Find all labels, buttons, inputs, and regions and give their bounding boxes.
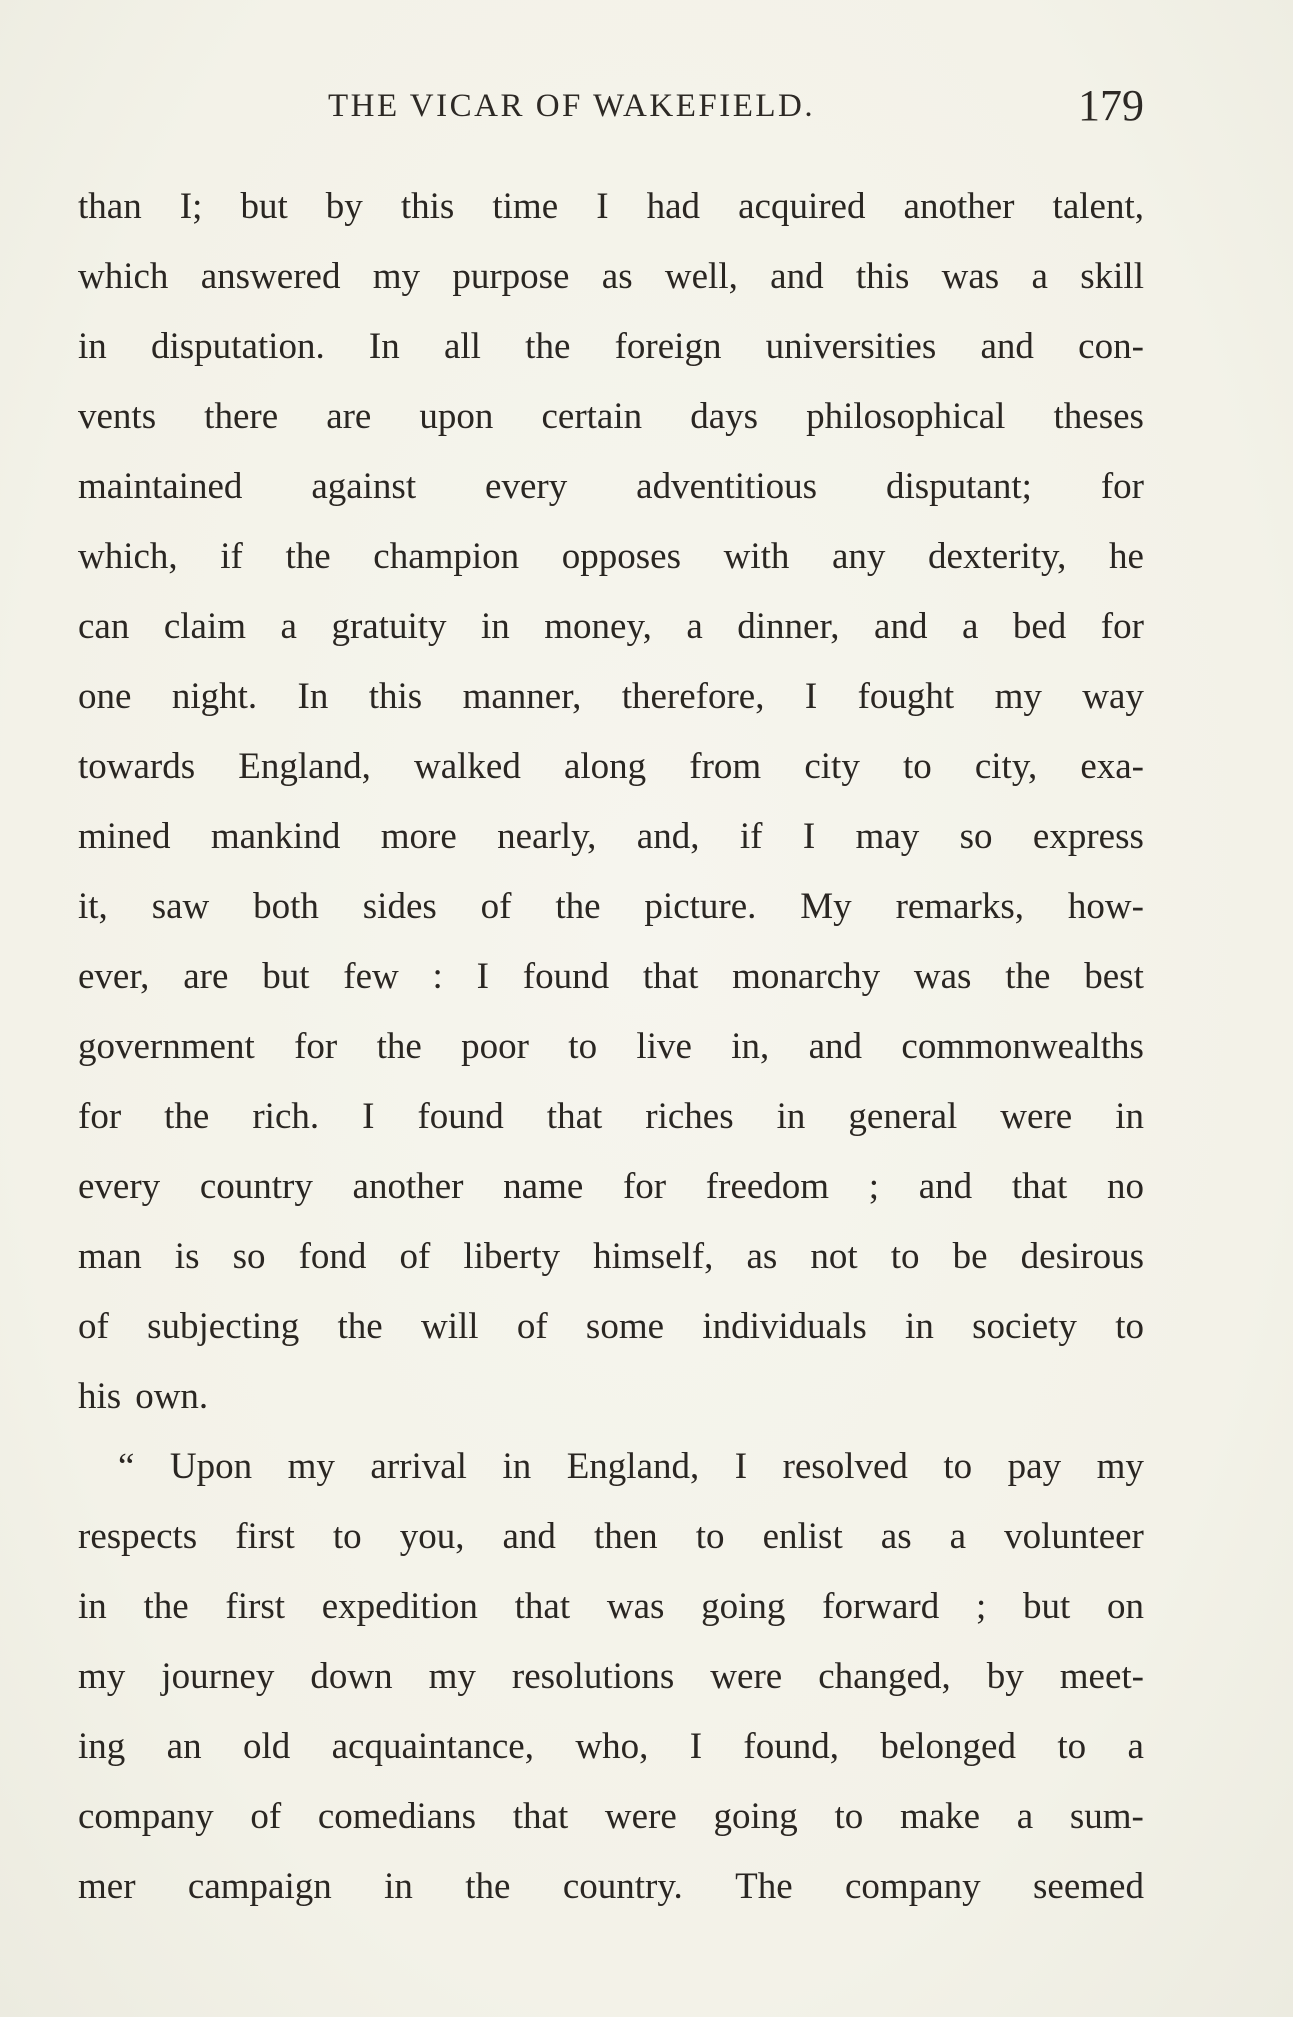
- word: money,: [544, 606, 652, 647]
- word: dinner,: [737, 606, 840, 647]
- word: monarchy: [732, 956, 881, 997]
- word: remarks,: [895, 886, 1024, 927]
- word: more: [380, 816, 457, 857]
- word: fought: [857, 676, 955, 717]
- word: I: [804, 676, 818, 717]
- word: vents: [78, 396, 157, 437]
- text-line: [78, 1782, 1144, 1852]
- word: his: [78, 1376, 122, 1417]
- word: bed: [1012, 606, 1067, 647]
- word: if: [220, 536, 243, 577]
- text-line: [78, 522, 1144, 592]
- text-line: [78, 1432, 1144, 1502]
- word: enlist: [762, 1516, 843, 1557]
- word: individuals: [702, 1306, 867, 1347]
- word: poor: [461, 1026, 529, 1067]
- word: and: [918, 1166, 973, 1207]
- word: champion: [373, 536, 520, 577]
- word: the: [285, 536, 331, 577]
- word: :: [432, 956, 443, 997]
- word: the: [465, 1866, 511, 1907]
- word: a: [280, 606, 297, 647]
- word: to: [568, 1026, 598, 1067]
- word: saw: [151, 886, 210, 927]
- word: way: [1082, 676, 1144, 717]
- word: I: [596, 186, 609, 227]
- word: every: [485, 466, 568, 507]
- word: in: [905, 1306, 934, 1347]
- word: The: [735, 1866, 793, 1907]
- word: country.: [562, 1866, 683, 1907]
- word: and,: [636, 816, 700, 857]
- word: in: [78, 1586, 107, 1627]
- word: claim: [163, 606, 247, 647]
- word: down: [310, 1656, 393, 1697]
- word: company: [845, 1866, 981, 1907]
- word: with: [723, 536, 790, 577]
- text-line: [78, 382, 1144, 452]
- word: resolutions: [511, 1656, 675, 1697]
- word: ing: [78, 1726, 126, 1767]
- word: a: [1016, 1796, 1034, 1837]
- word: name: [503, 1166, 584, 1207]
- word: from: [689, 746, 762, 787]
- word: “: [118, 1446, 135, 1487]
- text-line: [78, 1362, 1144, 1432]
- word: government: [78, 1026, 255, 1067]
- word: I: [689, 1726, 703, 1767]
- text-line: [78, 872, 1144, 942]
- word: gratuity: [331, 606, 447, 647]
- word: my: [428, 1656, 476, 1697]
- word: therefore,: [621, 676, 765, 717]
- word: in: [776, 1096, 806, 1137]
- word: on: [1106, 1586, 1144, 1627]
- word: talent,: [1052, 186, 1144, 227]
- word: the: [337, 1306, 383, 1347]
- word: in,: [731, 1026, 770, 1067]
- text-line: [78, 172, 1144, 242]
- word: was: [606, 1586, 665, 1627]
- word: live: [636, 1026, 692, 1067]
- text-line: [78, 1152, 1144, 1222]
- word: were: [1000, 1096, 1073, 1137]
- word: for: [622, 1166, 667, 1207]
- word: there: [204, 396, 279, 437]
- word: to: [890, 1236, 920, 1277]
- word: commonwealths: [901, 1026, 1144, 1067]
- word: theses: [1053, 396, 1144, 437]
- word: mankind: [210, 816, 341, 857]
- word: to: [834, 1796, 864, 1837]
- word: this: [368, 676, 423, 717]
- word: by: [986, 1656, 1024, 1697]
- word: sum-: [1069, 1796, 1144, 1837]
- word: some: [585, 1306, 665, 1347]
- word: it,: [78, 886, 108, 927]
- word: I: [476, 956, 489, 997]
- word: my: [372, 256, 421, 297]
- word: riches: [645, 1096, 734, 1137]
- word: any: [831, 536, 886, 577]
- text-line: [78, 242, 1144, 312]
- word: my: [994, 676, 1042, 717]
- word: My: [800, 886, 852, 927]
- word: of: [399, 1236, 431, 1277]
- word: city: [804, 746, 860, 787]
- word: my: [78, 1656, 126, 1697]
- word: were: [604, 1796, 677, 1837]
- word: the: [376, 1026, 422, 1067]
- word: con-: [1078, 326, 1144, 367]
- word: In: [297, 676, 329, 717]
- word: for: [1100, 466, 1144, 507]
- text-line: [78, 802, 1144, 872]
- word: company: [78, 1796, 214, 1837]
- word: that: [642, 956, 699, 997]
- word: best: [1084, 956, 1144, 997]
- word: in: [78, 326, 107, 367]
- word: subjecting: [147, 1306, 300, 1347]
- word: will: [420, 1306, 479, 1347]
- text-line: [78, 732, 1144, 802]
- word: exa-: [1080, 746, 1144, 787]
- word: this: [400, 186, 455, 227]
- word: to: [902, 746, 932, 787]
- word: to: [1115, 1306, 1144, 1347]
- word: expedition: [321, 1586, 478, 1627]
- word: are: [183, 956, 229, 997]
- word: as: [601, 256, 633, 297]
- word: be: [952, 1236, 988, 1277]
- word: and: [770, 256, 824, 297]
- word: but: [240, 186, 288, 227]
- text-line: [78, 1642, 1144, 1712]
- word: found,: [743, 1726, 839, 1767]
- word: I;: [179, 186, 203, 227]
- word: ever,: [78, 956, 150, 997]
- word: walked: [413, 746, 521, 787]
- word: this: [855, 256, 910, 297]
- word: seemed: [1033, 1866, 1144, 1907]
- word: found: [522, 956, 610, 997]
- word: are: [326, 396, 372, 437]
- word: pay: [1007, 1446, 1062, 1487]
- word: respects: [78, 1516, 198, 1557]
- running-title: THE VICAR OF WAKEFIELD.: [328, 88, 816, 124]
- word: rich.: [252, 1096, 320, 1137]
- word: Upon: [169, 1446, 253, 1487]
- word: in: [502, 1446, 532, 1487]
- word: few: [343, 956, 399, 997]
- word: comedians: [317, 1796, 477, 1837]
- word: and: [980, 326, 1034, 367]
- text-line: [78, 662, 1144, 732]
- word: purpose: [452, 256, 570, 297]
- word: no: [1106, 1166, 1144, 1207]
- word: he: [1108, 536, 1144, 577]
- word: the: [525, 326, 571, 367]
- word: an: [166, 1726, 202, 1767]
- word: who,: [575, 1726, 649, 1767]
- word: the: [143, 1586, 189, 1627]
- text-line: [78, 452, 1144, 522]
- text-line: [78, 942, 1144, 1012]
- word: belonged: [880, 1726, 1016, 1767]
- word: that: [546, 1096, 603, 1137]
- word: had: [646, 186, 701, 227]
- running-head: [78, 81, 1144, 134]
- word: foreign: [614, 326, 722, 367]
- word: so: [232, 1236, 266, 1277]
- word: as: [880, 1516, 912, 1557]
- text-line: [78, 1712, 1144, 1782]
- word: man: [78, 1236, 142, 1277]
- word: going: [701, 1586, 786, 1627]
- word: mined: [78, 816, 171, 857]
- word: my: [287, 1446, 335, 1487]
- word: upon: [419, 396, 494, 437]
- word: In: [368, 326, 400, 367]
- word: changed,: [818, 1656, 951, 1697]
- word: every: [78, 1166, 161, 1207]
- word: is: [174, 1236, 200, 1277]
- word: how-: [1067, 886, 1144, 927]
- word: meet-: [1059, 1656, 1144, 1697]
- word: ;: [975, 1586, 987, 1627]
- word: nearly,: [497, 816, 597, 857]
- word: so: [959, 816, 993, 857]
- word: to: [1057, 1726, 1087, 1767]
- word: not: [810, 1236, 858, 1277]
- word: in: [384, 1866, 413, 1907]
- word: disputant;: [885, 466, 1032, 507]
- word: to: [332, 1516, 362, 1557]
- word: volunteer: [1004, 1516, 1144, 1557]
- word: city,: [974, 746, 1038, 787]
- word: for: [294, 1026, 338, 1067]
- word: make: [899, 1796, 981, 1837]
- word: himself,: [593, 1236, 714, 1277]
- word: that: [514, 1586, 571, 1627]
- word: going: [713, 1796, 798, 1837]
- word: first: [225, 1586, 286, 1627]
- word: the: [164, 1096, 210, 1137]
- text-line: [78, 1012, 1144, 1082]
- word: dexterity,: [928, 536, 1067, 577]
- text-line: [78, 312, 1144, 382]
- word: universities: [765, 326, 937, 367]
- word: in: [481, 606, 510, 647]
- word: all: [443, 326, 481, 367]
- word: first: [235, 1516, 295, 1557]
- word: night.: [171, 676, 258, 717]
- text-line: [78, 1082, 1144, 1152]
- word: general: [848, 1096, 958, 1137]
- word: both: [253, 886, 319, 927]
- word: a: [961, 606, 979, 647]
- word: a: [1127, 1726, 1144, 1767]
- word: disputation.: [151, 326, 325, 367]
- word: mer: [78, 1866, 136, 1907]
- page-number: 179: [1078, 81, 1144, 130]
- word: you,: [399, 1516, 465, 1557]
- text-line: [78, 1502, 1144, 1572]
- word: I: [362, 1096, 375, 1137]
- word: a: [686, 606, 703, 647]
- word: resolved: [782, 1446, 908, 1487]
- word: may: [855, 816, 920, 857]
- word: skill: [1080, 256, 1144, 297]
- word: campaign: [187, 1866, 332, 1907]
- word: one: [78, 676, 132, 717]
- word: can: [78, 606, 130, 647]
- word: acquired: [738, 186, 866, 227]
- word: that: [1011, 1166, 1068, 1207]
- word: liberty: [463, 1236, 561, 1277]
- text-line: [78, 1222, 1144, 1292]
- word: and: [808, 1026, 863, 1067]
- word: of: [480, 886, 512, 927]
- word: of: [516, 1306, 548, 1347]
- word: in: [1115, 1096, 1144, 1137]
- word: adventitious: [636, 466, 818, 507]
- text-line: [78, 1572, 1144, 1642]
- word: arrival: [370, 1446, 467, 1487]
- word: picture.: [644, 886, 757, 927]
- word: to: [943, 1446, 973, 1487]
- word: society: [972, 1306, 1077, 1347]
- word: as: [746, 1236, 778, 1277]
- word: against: [311, 466, 417, 507]
- word: freedom: [705, 1166, 830, 1207]
- text-line: [78, 592, 1144, 662]
- word: along: [563, 746, 647, 787]
- word: for: [78, 1096, 122, 1137]
- word: days: [690, 396, 759, 437]
- word: answered: [200, 256, 341, 297]
- word: fond: [298, 1236, 367, 1277]
- word: country: [199, 1166, 313, 1207]
- text-line: [78, 1852, 1144, 1922]
- word: that: [512, 1796, 569, 1837]
- word: then: [593, 1516, 658, 1557]
- word: which: [78, 256, 169, 297]
- word: was: [941, 256, 1000, 297]
- word: but: [1022, 1586, 1071, 1627]
- word: desirous: [1020, 1236, 1144, 1277]
- word: to: [695, 1516, 725, 1557]
- word: I: [802, 816, 816, 857]
- word: by: [325, 186, 363, 227]
- word: journey: [161, 1656, 275, 1697]
- word: England,: [566, 1446, 700, 1487]
- word: than: [78, 186, 142, 227]
- word: for: [1100, 606, 1144, 647]
- word: another: [903, 186, 1015, 227]
- word: express: [1032, 816, 1144, 857]
- word: opposes: [561, 536, 682, 577]
- word: my: [1096, 1446, 1144, 1487]
- word: and: [502, 1516, 556, 1557]
- word: of: [250, 1796, 282, 1837]
- word: found: [417, 1096, 504, 1137]
- word: forward: [822, 1586, 940, 1627]
- word: well,: [664, 256, 738, 297]
- word: maintained: [78, 466, 243, 507]
- word: a: [1031, 256, 1048, 297]
- word: but: [262, 956, 310, 997]
- word: of: [78, 1306, 109, 1347]
- word: acquaintance,: [331, 1726, 534, 1767]
- word: which,: [78, 536, 178, 577]
- word: I: [734, 1446, 748, 1487]
- word: sides: [362, 886, 437, 927]
- word: time: [492, 186, 559, 227]
- word: own.: [135, 1376, 209, 1417]
- word: were: [710, 1656, 783, 1697]
- word: and: [874, 606, 928, 647]
- word: was: [913, 956, 972, 997]
- word: philosophical: [806, 396, 1006, 437]
- word: a: [949, 1516, 967, 1557]
- word: if: [739, 816, 763, 857]
- word: manner,: [462, 676, 582, 717]
- word: the: [1005, 956, 1051, 997]
- word: ;: [868, 1166, 880, 1207]
- word: another: [352, 1166, 464, 1207]
- word: England,: [238, 746, 371, 787]
- word: certain: [541, 396, 643, 437]
- text-line: [78, 1292, 1144, 1362]
- body-text: [78, 172, 1144, 1922]
- word: the: [555, 886, 601, 927]
- word: towards: [78, 746, 196, 787]
- word: old: [242, 1726, 291, 1767]
